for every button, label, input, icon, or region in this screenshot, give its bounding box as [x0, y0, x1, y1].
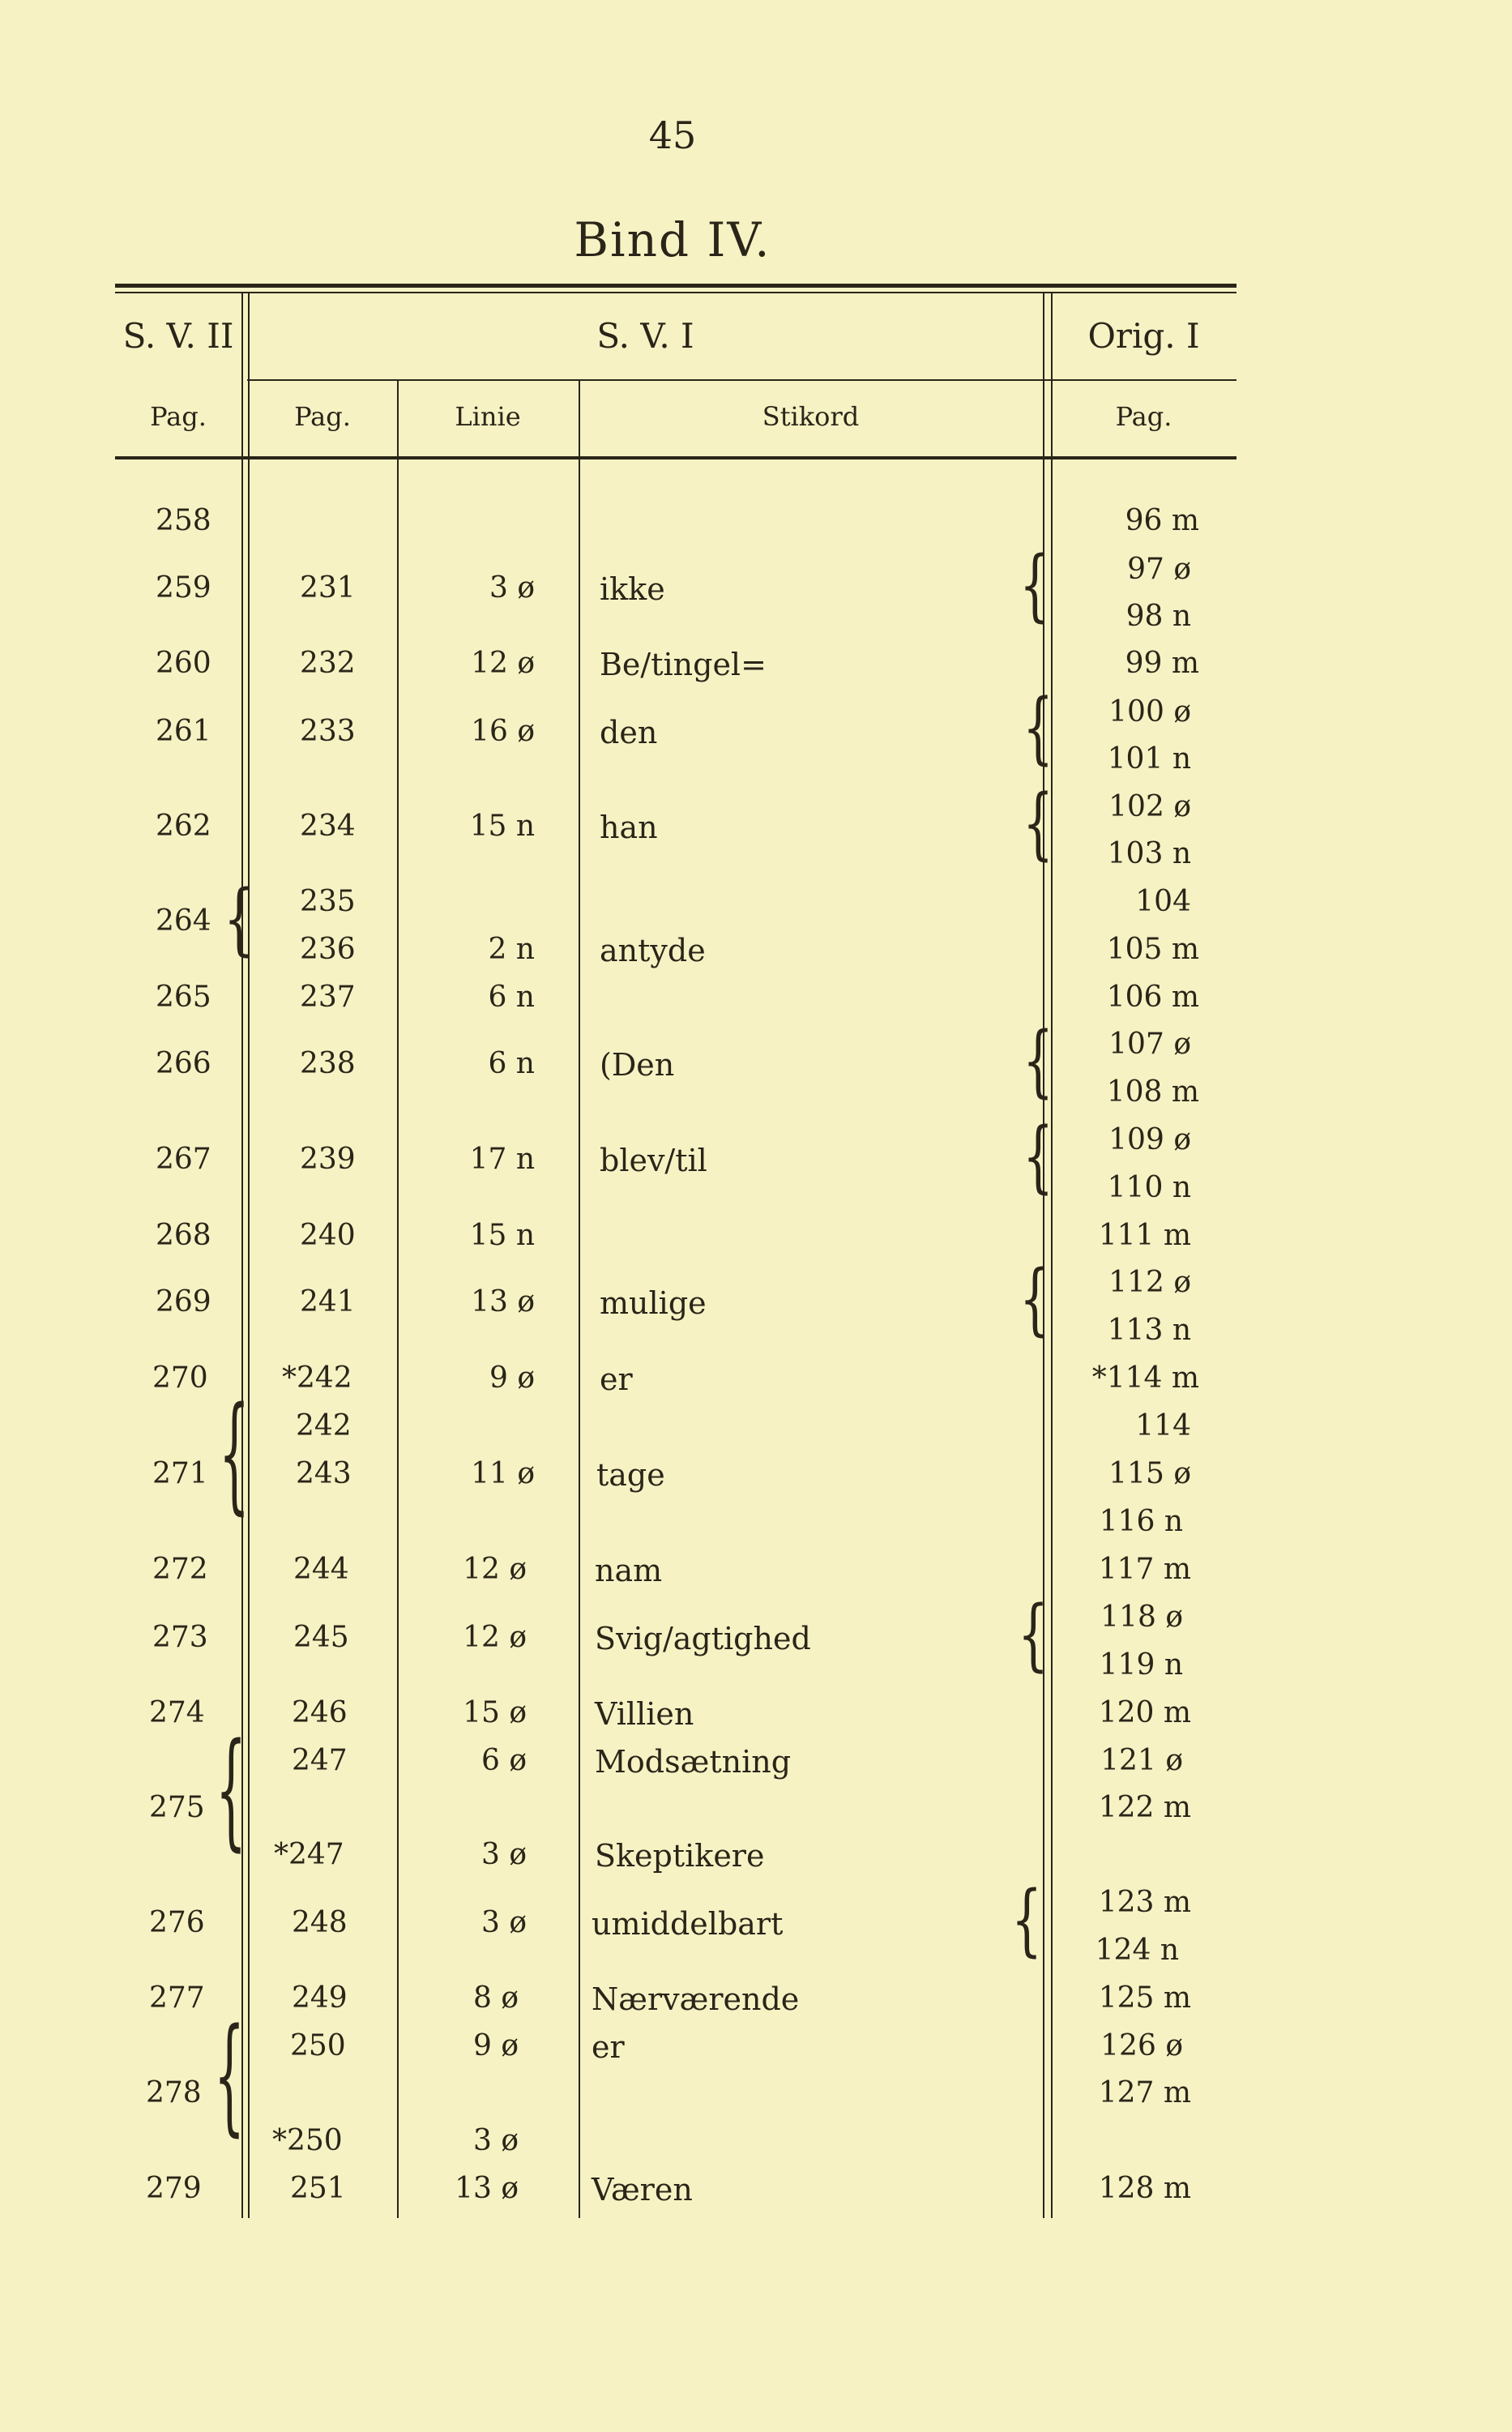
orig-123: 123 m: [1098, 1886, 1191, 1919]
orig-113: 113 n: [1107, 1314, 1191, 1347]
sv1-243: 243: [296, 1457, 352, 1490]
sv2-262: 262: [156, 810, 211, 843]
linie-star250: 3 ø: [472, 2124, 519, 2157]
sv2-267: 267: [156, 1143, 211, 1176]
sv2-275: 275: [149, 1791, 205, 1824]
linie-270: 9 ø: [489, 1361, 535, 1395]
orig-109: 109 ø: [1108, 1123, 1191, 1156]
orig-104: 104: [1135, 885, 1191, 918]
linie-275: 6 ø: [481, 1744, 527, 1777]
sv1-246: 246: [292, 1696, 348, 1729]
sv1-244: 244: [293, 1553, 349, 1586]
linie-278: 9 ø: [472, 2029, 519, 2062]
orig-114: 114: [1135, 1409, 1191, 1443]
linie-277: 8 ø: [472, 1981, 519, 2015]
sv2-260: 260: [156, 647, 211, 680]
sv2-268: 268: [156, 1219, 211, 1252]
brace-icon: {: [1023, 683, 1054, 774]
sv1-234: 234: [300, 810, 356, 843]
sv2-259: 259: [156, 571, 211, 605]
orig-122: 122 m: [1098, 1791, 1191, 1824]
linie-274: 15 ø: [463, 1696, 527, 1729]
sv1-248: 248: [292, 1906, 348, 1939]
orig-124: 124 n: [1095, 1934, 1179, 1967]
page-title: Bind IV.: [574, 212, 771, 267]
orig-121: 121 ø: [1100, 1744, 1183, 1777]
stikord-259: ikke: [600, 571, 665, 607]
sv2-271: 271: [152, 1457, 208, 1490]
sv1-250: 250: [290, 2029, 346, 2062]
stikord-274: Villien: [595, 1696, 694, 1732]
sv1-star242: *242: [282, 1361, 352, 1395]
linie-261: 16 ø: [471, 715, 535, 748]
orig-110: 110 n: [1107, 1171, 1191, 1204]
sv1-240: 240: [300, 1219, 356, 1252]
sv1-231: 231: [300, 571, 356, 605]
brace-icon: {: [216, 1717, 247, 1865]
sv1-233: 233: [300, 715, 356, 748]
sv2-264: 264: [156, 904, 211, 938]
stikord-270: er: [600, 1361, 633, 1397]
orig-96: 96 m: [1125, 504, 1199, 537]
stikord-236: antyde: [600, 933, 706, 968]
stikord-260: Be/tingel=: [600, 647, 767, 682]
orig-112: 112 ø: [1108, 1266, 1191, 1299]
col-divider-2: [397, 381, 399, 2218]
subheader-linie: Linie: [455, 401, 521, 432]
linie-star247: 3 ø: [481, 1838, 527, 1871]
col-divider-1a: [241, 293, 243, 2218]
sv1-241: 241: [300, 1285, 356, 1319]
stikord-267: blev/til: [600, 1143, 707, 1178]
orig-125: 125 m: [1098, 1981, 1191, 2015]
linie-272: 12 ø: [463, 1553, 527, 1586]
sv2-261: 261: [156, 715, 211, 748]
sv2-278: 278: [146, 2076, 202, 2109]
sv1-232: 232: [300, 647, 356, 680]
sv2-258: 258: [156, 504, 211, 537]
linie-260: 12 ø: [471, 647, 535, 680]
header-mid-rule: [247, 379, 1237, 381]
subheader-stikord: Stikord: [762, 401, 860, 432]
linie-266: 6 n: [488, 1047, 535, 1080]
stikord-262: han: [600, 810, 658, 845]
stikord-266: (Den: [600, 1047, 675, 1083]
linie-259: 3 ø: [489, 571, 535, 605]
linie-265: 6 n: [488, 981, 535, 1014]
header-orig: Orig. I: [1087, 316, 1200, 356]
orig-116: 116 n: [1099, 1505, 1183, 1538]
orig-107: 107 ø: [1108, 1028, 1191, 1061]
brace-icon: {: [1019, 541, 1051, 631]
orig-127: 127 m: [1098, 2076, 1191, 2109]
brace-icon: {: [1018, 1590, 1049, 1681]
subheader-sv1-pag: Pag.: [294, 401, 351, 432]
sv1-237: 237: [300, 981, 356, 1014]
stikord-279: Væren: [592, 2172, 693, 2208]
sv2-274: 274: [149, 1696, 205, 1729]
stikord-272: nam: [595, 1553, 663, 1588]
stikord-277: Nærværende: [592, 1981, 800, 2017]
sv2-279: 279: [146, 2172, 202, 2205]
sv2-269: 269: [156, 1285, 211, 1319]
orig-118: 118 ø: [1100, 1601, 1183, 1634]
orig-star114: *114 m: [1091, 1361, 1199, 1395]
brace-icon: {: [1023, 1016, 1054, 1107]
linie-262: 15 n: [469, 810, 535, 843]
sv2-270: 270: [152, 1361, 208, 1395]
linie-236: 2 n: [488, 933, 535, 966]
orig-101: 101 n: [1107, 742, 1191, 776]
orig-102: 102 ø: [1108, 790, 1191, 823]
orig-105: 105 m: [1106, 933, 1199, 966]
sv1-235: 235: [300, 885, 356, 918]
linie-267: 17 n: [469, 1143, 535, 1176]
sv2-273: 273: [152, 1621, 208, 1654]
sv1-245: 245: [293, 1621, 349, 1654]
stikord-269: mulige: [600, 1285, 707, 1321]
orig-99: 99 m: [1125, 647, 1199, 680]
stikord-261: den: [600, 715, 658, 750]
top-rule-thin: [115, 292, 1237, 293]
stikord-276: umiddelbart: [592, 1906, 784, 1942]
sv2-276: 276: [149, 1906, 205, 1939]
linie-273: 12 ø: [463, 1621, 527, 1654]
sv1-239: 239: [300, 1143, 356, 1176]
subheader-sv2-pag: Pag.: [150, 401, 207, 432]
stikord-273: Svig/agtighed: [595, 1621, 811, 1656]
sv2-272: 272: [152, 1553, 208, 1586]
sv1-238: 238: [300, 1047, 356, 1080]
stikord-278: er: [592, 2029, 625, 2065]
linie-279: 13 ø: [455, 2172, 519, 2205]
orig-119: 119 n: [1099, 1648, 1183, 1682]
brace-icon: {: [1019, 1254, 1051, 1345]
orig-111: 111 m: [1098, 1219, 1191, 1252]
orig-100: 100 ø: [1108, 695, 1191, 729]
brace-icon: {: [224, 874, 255, 965]
linie-271: 11 ø: [471, 1457, 535, 1490]
stikord-star247: Skeptikere: [595, 1838, 765, 1874]
subheader-orig-pag: Pag.: [1115, 401, 1172, 432]
sv1-249: 249: [292, 1981, 348, 2015]
orig-108: 108 m: [1106, 1075, 1199, 1109]
brace-icon: {: [1011, 1875, 1043, 1966]
top-rule-thick: [115, 284, 1237, 288]
col-divider-4b: [1051, 293, 1053, 2218]
sv1-236: 236: [300, 933, 356, 966]
sv1-star247: *247: [274, 1838, 344, 1871]
sv1-star250: *250: [272, 2124, 343, 2157]
page-number: 45: [648, 113, 697, 157]
col-divider-3: [579, 381, 580, 2218]
brace-icon: {: [219, 1381, 250, 1528]
linie-268: 15 n: [469, 1219, 535, 1252]
linie-276: 3 ø: [481, 1906, 527, 1939]
brace-icon: {: [1023, 1112, 1054, 1203]
header-sv2: S. V. II: [122, 316, 234, 356]
sv1-247: 247: [292, 1744, 348, 1777]
orig-98: 98 n: [1125, 600, 1191, 633]
orig-117: 117 m: [1098, 1553, 1191, 1586]
sv2-266: 266: [156, 1047, 211, 1080]
sv1-242: 242: [296, 1409, 352, 1443]
orig-103: 103 n: [1107, 837, 1191, 870]
brace-icon: {: [214, 2002, 246, 2150]
header-bottom-rule: [115, 456, 1237, 459]
orig-126: 126 ø: [1100, 2029, 1183, 2062]
header-sv1: S. V. I: [596, 316, 694, 356]
orig-128: 128 m: [1098, 2172, 1191, 2205]
linie-269: 13 ø: [471, 1285, 535, 1319]
orig-106: 106 m: [1106, 981, 1199, 1014]
sv2-277: 277: [149, 1981, 205, 2015]
orig-115: 115 ø: [1108, 1457, 1191, 1490]
col-divider-1b: [248, 293, 250, 2218]
orig-120: 120 m: [1098, 1696, 1191, 1729]
brace-icon: {: [1023, 779, 1054, 870]
sv2-265: 265: [156, 981, 211, 1014]
stikord-275: Modsætning: [595, 1744, 792, 1780]
stikord-271: tage: [596, 1457, 665, 1493]
sv1-251: 251: [290, 2172, 346, 2205]
orig-97: 97 ø: [1127, 553, 1191, 586]
